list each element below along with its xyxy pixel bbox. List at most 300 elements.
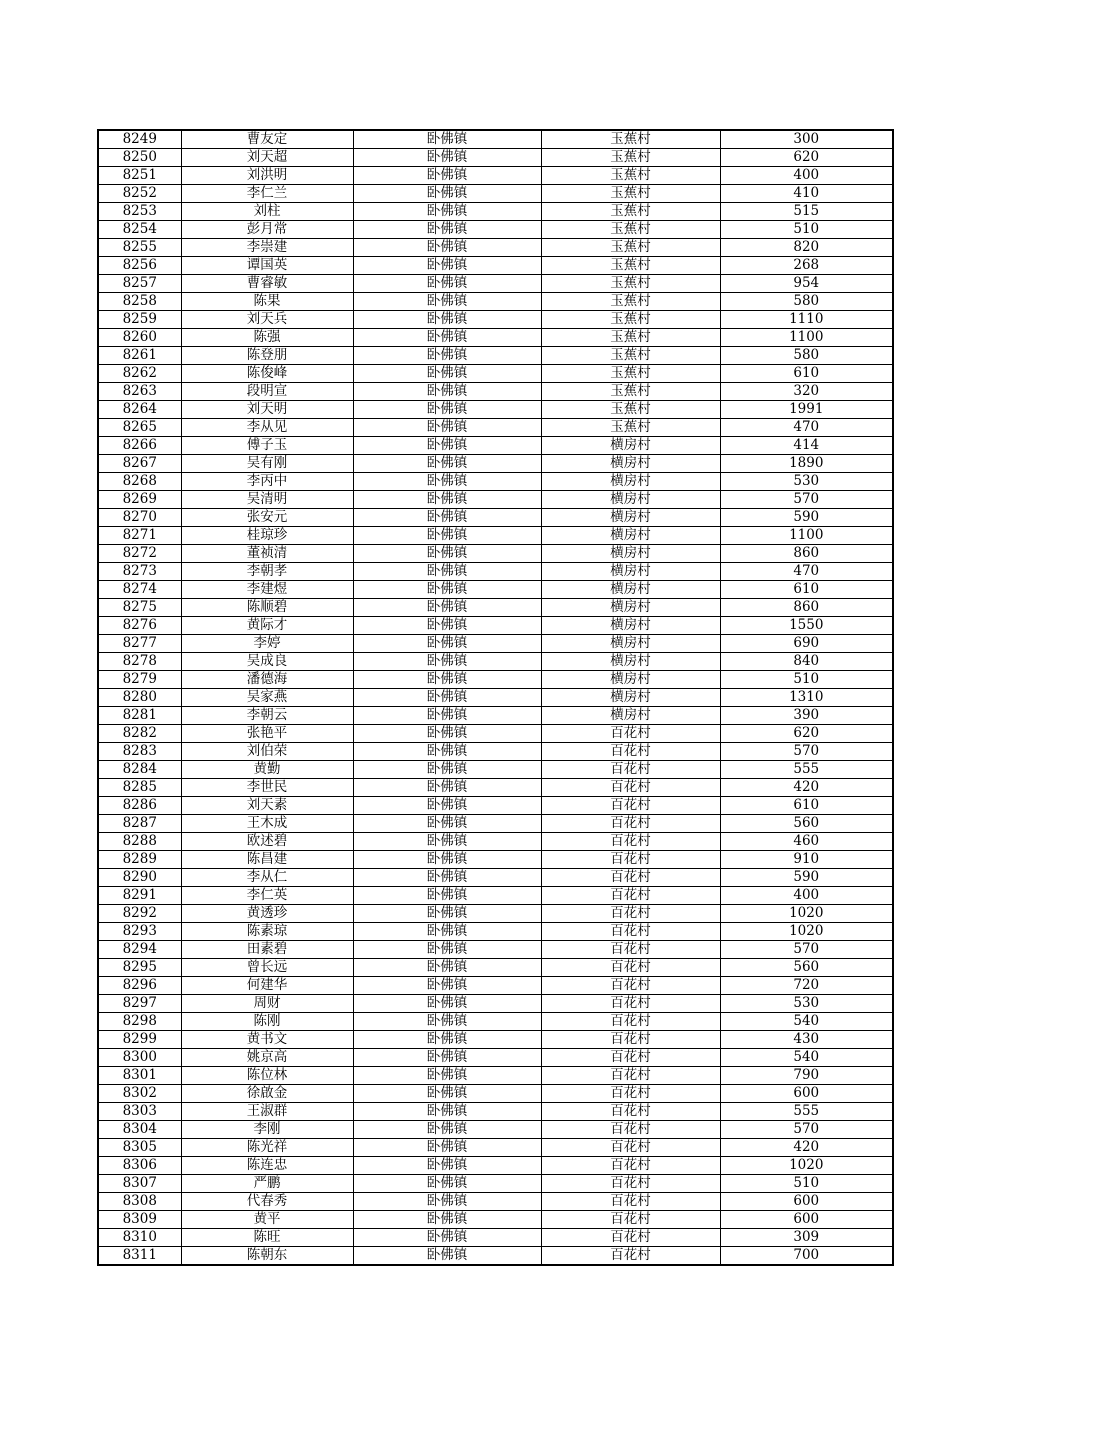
town-cell: 卧佛镇 [353,293,541,311]
village-cell: 百花村 [541,959,720,977]
amount-cell: 610 [720,581,893,599]
village-cell: 横房村 [541,689,720,707]
amount-cell: 300 [720,130,893,149]
row-number-cell: 8276 [98,617,181,635]
row-number-cell: 8257 [98,275,181,293]
village-cell: 玉蕉村 [541,257,720,275]
name-cell: 李朝孝 [181,563,353,581]
name-cell: 欧述碧 [181,833,353,851]
amount-cell: 1100 [720,527,893,545]
village-cell: 横房村 [541,545,720,563]
town-cell: 卧佛镇 [353,130,541,149]
name-cell: 吴成良 [181,653,353,671]
name-cell: 张安元 [181,509,353,527]
table-row [98,455,893,473]
village-cell: 横房村 [541,509,720,527]
village-cell: 玉蕉村 [541,401,720,419]
row-number-cell: 8279 [98,671,181,689]
name-cell: 段明宣 [181,383,353,401]
name-cell: 刘天超 [181,149,353,167]
name-cell: 陈旺 [181,1229,353,1247]
amount-cell: 570 [720,743,893,761]
amount-cell: 600 [720,1193,893,1211]
table-row [98,743,893,761]
name-cell: 陈素琼 [181,923,353,941]
row-number-cell: 8272 [98,545,181,563]
amount-cell: 860 [720,545,893,563]
name-cell: 何建华 [181,977,353,995]
amount-cell: 560 [720,959,893,977]
name-cell: 李仁兰 [181,185,353,203]
name-cell: 张艳平 [181,725,353,743]
village-cell: 横房村 [541,599,720,617]
village-cell: 横房村 [541,635,720,653]
amount-cell: 620 [720,725,893,743]
village-cell: 玉蕉村 [541,329,720,347]
amount-cell: 610 [720,365,893,383]
amount-cell: 400 [720,167,893,185]
row-number-cell: 8261 [98,347,181,365]
amount-cell: 1991 [720,401,893,419]
row-number-cell: 8271 [98,527,181,545]
table-row [98,599,893,617]
town-cell: 卧佛镇 [353,257,541,275]
row-number-cell: 8255 [98,239,181,257]
name-cell: 刘洪明 [181,167,353,185]
table-row [98,1175,893,1193]
town-cell: 卧佛镇 [353,365,541,383]
table-row [98,491,893,509]
name-cell: 吴有刚 [181,455,353,473]
amount-cell: 600 [720,1211,893,1229]
amount-cell: 410 [720,185,893,203]
village-cell: 玉蕉村 [541,130,720,149]
table-row [98,1121,893,1139]
town-cell: 卧佛镇 [353,437,541,455]
village-cell: 横房村 [541,437,720,455]
name-cell: 刘伯荣 [181,743,353,761]
row-number-cell: 8286 [98,797,181,815]
village-cell: 横房村 [541,671,720,689]
table-row [98,707,893,725]
amount-cell: 580 [720,347,893,365]
village-cell: 横房村 [541,653,720,671]
name-cell: 刘天明 [181,401,353,419]
amount-cell: 600 [720,1085,893,1103]
amount-cell: 470 [720,563,893,581]
amount-cell: 555 [720,761,893,779]
village-cell: 横房村 [541,707,720,725]
row-number-cell: 8268 [98,473,181,491]
row-number-cell: 8301 [98,1067,181,1085]
table-row [98,311,893,329]
town-cell: 卧佛镇 [353,1229,541,1247]
town-cell: 卧佛镇 [353,239,541,257]
name-cell: 黄勤 [181,761,353,779]
name-cell: 傅子玉 [181,437,353,455]
name-cell: 严鹏 [181,1175,353,1193]
table-row [98,167,893,185]
row-number-cell: 8291 [98,887,181,905]
table-row [98,527,893,545]
table-row [98,437,893,455]
table-row [98,293,893,311]
amount-cell: 570 [720,941,893,959]
table-row [98,203,893,221]
row-number-cell: 8278 [98,653,181,671]
village-cell: 横房村 [541,581,720,599]
table-row [98,221,893,239]
town-cell: 卧佛镇 [353,1103,541,1121]
village-cell: 玉蕉村 [541,383,720,401]
row-number-cell: 8296 [98,977,181,995]
table-row [98,473,893,491]
name-cell: 王淑群 [181,1103,353,1121]
town-cell: 卧佛镇 [353,1067,541,1085]
village-cell: 玉蕉村 [541,311,720,329]
name-cell: 曾长远 [181,959,353,977]
row-number-cell: 8306 [98,1157,181,1175]
town-cell: 卧佛镇 [353,401,541,419]
table-row [98,149,893,167]
name-cell: 桂琼珍 [181,527,353,545]
table-row [98,995,893,1013]
table-row [98,509,893,527]
row-number-cell: 8262 [98,365,181,383]
name-cell: 陈位林 [181,1067,353,1085]
town-cell: 卧佛镇 [353,995,541,1013]
row-number-cell: 8310 [98,1229,181,1247]
name-cell: 陈朝东 [181,1247,353,1266]
town-cell: 卧佛镇 [353,311,541,329]
name-cell: 黄平 [181,1211,353,1229]
name-cell: 姚京高 [181,1049,353,1067]
village-cell: 百花村 [541,995,720,1013]
amount-cell: 1310 [720,689,893,707]
town-cell: 卧佛镇 [353,725,541,743]
village-cell: 百花村 [541,1031,720,1049]
row-number-cell: 8307 [98,1175,181,1193]
table-row [98,1247,893,1266]
row-number-cell: 8258 [98,293,181,311]
table-row [98,383,893,401]
name-cell: 谭国英 [181,257,353,275]
village-cell: 百花村 [541,797,720,815]
name-cell: 吴家燕 [181,689,353,707]
row-number-cell: 8302 [98,1085,181,1103]
amount-cell: 470 [720,419,893,437]
amount-cell: 1020 [720,923,893,941]
table-row [98,581,893,599]
row-number-cell: 8251 [98,167,181,185]
table-row [98,905,893,923]
village-cell: 百花村 [541,743,720,761]
name-cell: 董祯清 [181,545,353,563]
table-row [98,1229,893,1247]
town-cell: 卧佛镇 [353,599,541,617]
row-number-cell: 8254 [98,221,181,239]
name-cell: 李刚 [181,1121,353,1139]
town-cell: 卧佛镇 [353,1139,541,1157]
village-cell: 横房村 [541,527,720,545]
row-number-cell: 8289 [98,851,181,869]
amount-cell: 320 [720,383,893,401]
table-row [98,761,893,779]
town-cell: 卧佛镇 [353,545,541,563]
town-cell: 卧佛镇 [353,1085,541,1103]
name-cell: 陈顺碧 [181,599,353,617]
village-cell: 横房村 [541,473,720,491]
village-cell: 玉蕉村 [541,419,720,437]
table-body [98,130,893,1265]
village-cell: 玉蕉村 [541,347,720,365]
row-number-cell: 8270 [98,509,181,527]
village-cell: 横房村 [541,617,720,635]
table-row [98,275,893,293]
table-row [98,1013,893,1031]
table-row [98,1193,893,1211]
table-row [98,563,893,581]
amount-cell: 720 [720,977,893,995]
row-number-cell: 8298 [98,1013,181,1031]
name-cell: 李丙中 [181,473,353,491]
amount-cell: 860 [720,599,893,617]
table-row [98,653,893,671]
name-cell: 刘柱 [181,203,353,221]
table-row [98,1049,893,1067]
amount-cell: 530 [720,473,893,491]
amount-cell: 840 [720,653,893,671]
town-cell: 卧佛镇 [353,797,541,815]
town-cell: 卧佛镇 [353,491,541,509]
village-cell: 百花村 [541,905,720,923]
name-cell: 刘天兵 [181,311,353,329]
town-cell: 卧佛镇 [353,563,541,581]
town-cell: 卧佛镇 [353,419,541,437]
table-row [98,401,893,419]
amount-cell: 580 [720,293,893,311]
table-row [98,689,893,707]
row-number-cell: 8280 [98,689,181,707]
town-cell: 卧佛镇 [353,581,541,599]
town-cell: 卧佛镇 [353,977,541,995]
amount-cell: 700 [720,1247,893,1266]
village-cell: 百花村 [541,1229,720,1247]
town-cell: 卧佛镇 [353,329,541,347]
row-number-cell: 8281 [98,707,181,725]
town-cell: 卧佛镇 [353,707,541,725]
row-number-cell: 8253 [98,203,181,221]
amount-cell: 268 [720,257,893,275]
table-row [98,977,893,995]
name-cell: 陈刚 [181,1013,353,1031]
name-cell: 代春秀 [181,1193,353,1211]
village-cell: 百花村 [541,1193,720,1211]
amount-cell: 515 [720,203,893,221]
town-cell: 卧佛镇 [353,167,541,185]
village-cell: 百花村 [541,1085,720,1103]
town-cell: 卧佛镇 [353,221,541,239]
amount-cell: 610 [720,797,893,815]
village-cell: 百花村 [541,941,720,959]
row-number-cell: 8269 [98,491,181,509]
table-row [98,365,893,383]
amount-cell: 540 [720,1013,893,1031]
town-cell: 卧佛镇 [353,149,541,167]
name-cell: 李建煜 [181,581,353,599]
town-cell: 卧佛镇 [353,833,541,851]
village-cell: 百花村 [541,1049,720,1067]
village-cell: 百花村 [541,869,720,887]
name-cell: 李婷 [181,635,353,653]
row-number-cell: 8260 [98,329,181,347]
row-number-cell: 8292 [98,905,181,923]
amount-cell: 460 [720,833,893,851]
table-row [98,869,893,887]
amount-cell: 620 [720,149,893,167]
town-cell: 卧佛镇 [353,473,541,491]
row-number-cell: 8267 [98,455,181,473]
amount-cell: 690 [720,635,893,653]
village-cell: 玉蕉村 [541,185,720,203]
row-number-cell: 8274 [98,581,181,599]
table-row [98,833,893,851]
amount-cell: 790 [720,1067,893,1085]
row-number-cell: 8304 [98,1121,181,1139]
row-number-cell: 8273 [98,563,181,581]
village-cell: 横房村 [541,491,720,509]
row-number-cell: 8285 [98,779,181,797]
table-row [98,1085,893,1103]
name-cell: 刘天素 [181,797,353,815]
town-cell: 卧佛镇 [353,671,541,689]
amount-cell: 590 [720,869,893,887]
village-cell: 玉蕉村 [541,221,720,239]
amount-cell: 420 [720,779,893,797]
town-cell: 卧佛镇 [353,653,541,671]
table-row [98,617,893,635]
name-cell: 周财 [181,995,353,1013]
table-row [98,1103,893,1121]
row-number-cell: 8263 [98,383,181,401]
town-cell: 卧佛镇 [353,1193,541,1211]
row-number-cell: 8277 [98,635,181,653]
village-cell: 玉蕉村 [541,293,720,311]
village-cell: 玉蕉村 [541,203,720,221]
amount-cell: 400 [720,887,893,905]
row-number-cell: 8299 [98,1031,181,1049]
table-row [98,815,893,833]
town-cell: 卧佛镇 [353,1121,541,1139]
table-row [98,851,893,869]
table-row [98,635,893,653]
row-number-cell: 8264 [98,401,181,419]
town-cell: 卧佛镇 [353,779,541,797]
town-cell: 卧佛镇 [353,941,541,959]
village-cell: 百花村 [541,725,720,743]
village-cell: 百花村 [541,977,720,995]
name-cell: 王木成 [181,815,353,833]
village-cell: 百花村 [541,1139,720,1157]
amount-cell: 414 [720,437,893,455]
table-row [98,923,893,941]
village-cell: 百花村 [541,923,720,941]
amount-cell: 540 [720,1049,893,1067]
town-cell: 卧佛镇 [353,185,541,203]
row-number-cell: 8303 [98,1103,181,1121]
table-row [98,1031,893,1049]
row-number-cell: 8311 [98,1247,181,1266]
amount-cell: 555 [720,1103,893,1121]
village-cell: 百花村 [541,761,720,779]
table-row [98,419,893,437]
row-number-cell: 8284 [98,761,181,779]
table-row [98,347,893,365]
town-cell: 卧佛镇 [353,869,541,887]
town-cell: 卧佛镇 [353,1031,541,1049]
town-cell: 卧佛镇 [353,1175,541,1193]
amount-cell: 530 [720,995,893,1013]
town-cell: 卧佛镇 [353,923,541,941]
amount-cell: 510 [720,221,893,239]
village-cell: 百花村 [541,851,720,869]
village-cell: 百花村 [541,1247,720,1266]
row-number-cell: 8282 [98,725,181,743]
table-row [98,185,893,203]
row-number-cell: 8297 [98,995,181,1013]
table-row [98,257,893,275]
table-row [98,1157,893,1175]
row-number-cell: 8265 [98,419,181,437]
name-cell: 陈强 [181,329,353,347]
row-number-cell: 8259 [98,311,181,329]
table-row [98,329,893,347]
town-cell: 卧佛镇 [353,761,541,779]
town-cell: 卧佛镇 [353,1247,541,1266]
town-cell: 卧佛镇 [353,887,541,905]
village-cell: 百花村 [541,1067,720,1085]
table-row [98,725,893,743]
row-number-cell: 8294 [98,941,181,959]
town-cell: 卧佛镇 [353,509,541,527]
village-cell: 玉蕉村 [541,365,720,383]
town-cell: 卧佛镇 [353,383,541,401]
table-row [98,1211,893,1229]
village-cell: 横房村 [541,563,720,581]
village-cell: 百花村 [541,1157,720,1175]
amount-cell: 1020 [720,905,893,923]
row-number-cell: 8256 [98,257,181,275]
town-cell: 卧佛镇 [353,905,541,923]
name-cell: 曹睿敏 [181,275,353,293]
row-number-cell: 8283 [98,743,181,761]
table-row [98,959,893,977]
village-cell: 百花村 [541,1211,720,1229]
row-number-cell: 8249 [98,130,181,149]
row-number-cell: 8293 [98,923,181,941]
town-cell: 卧佛镇 [353,1049,541,1067]
village-cell: 玉蕉村 [541,275,720,293]
name-cell: 李世民 [181,779,353,797]
row-number-cell: 8295 [98,959,181,977]
name-cell: 陈登朋 [181,347,353,365]
amount-cell: 1550 [720,617,893,635]
village-cell: 百花村 [541,887,720,905]
table-row [98,545,893,563]
village-cell: 玉蕉村 [541,167,720,185]
name-cell: 彭月常 [181,221,353,239]
name-cell: 陈连忠 [181,1157,353,1175]
